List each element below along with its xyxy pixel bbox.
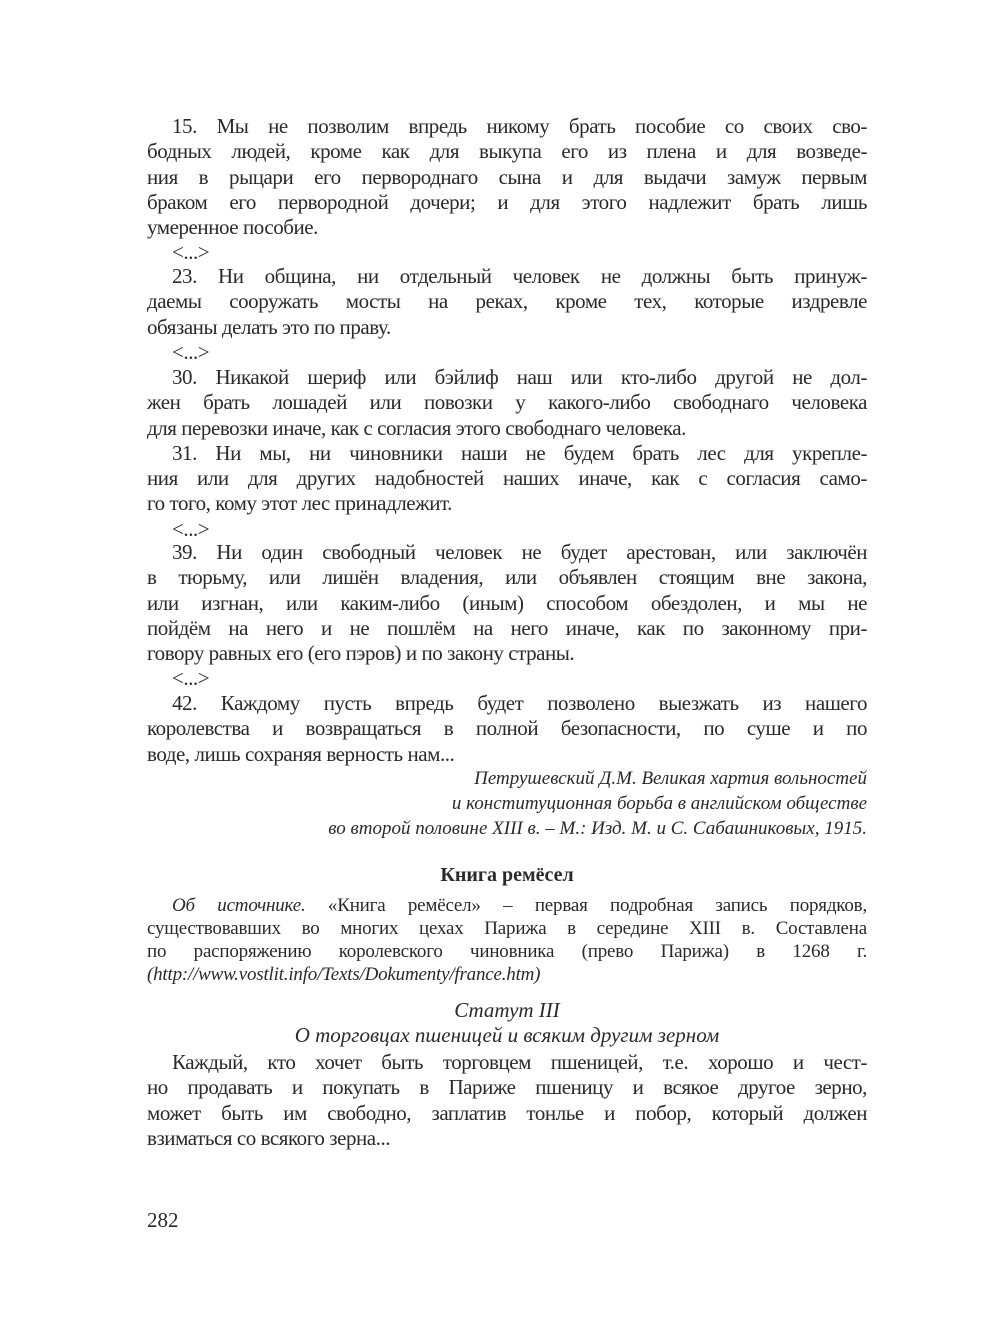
text-line: умеренное пособие. xyxy=(147,215,318,240)
text-line: обязаны делать это по праву. xyxy=(147,314,391,339)
text-line: браком его первородной дочери; и для этого надлежит брать лишь xyxy=(147,189,867,214)
citation-line: во второй половине XIII в. – М.: Изд. М. и С. Сабашниковых, 1915. xyxy=(328,818,867,839)
page-number: 282 xyxy=(147,1208,179,1232)
statute-subtitle: О торговцах пшеницей и всяким другим зерном xyxy=(294,1023,720,1047)
text-line: по распоряжению королевского чиновника (прево Парижа) в 1268 г. xyxy=(147,941,867,962)
source-label: Об источнике. xyxy=(172,895,306,916)
text-line: бодных людей, кроме как для выкупа его из плена и для возведе- xyxy=(147,139,867,164)
citation-line: и конституционная борьба в английском обществе xyxy=(451,793,867,814)
omission-mark: <...> xyxy=(172,666,210,691)
omission-mark: <...> xyxy=(172,516,210,541)
article-30-31 xyxy=(147,365,867,542)
statute-title: Статут III xyxy=(454,998,560,1022)
text-line: 15. Мы не позволим впредь никому брать пособие со своих сво- xyxy=(172,114,867,138)
text-line: жен брать лошадей или повозки у какого-либо свободнаго человека xyxy=(147,390,867,415)
text-line: говору равных его (его пэров) и по закону страны. xyxy=(147,641,575,666)
text-line: или изгнан, или каким-либо (иным) способом обездолен, и мы не xyxy=(147,590,867,615)
text-line: Каждый, кто хочет быть торговцем пшеницей, т.е. хорошо и чест- xyxy=(172,1050,867,1074)
text-line: 31. Ни мы, ни чиновники наши не будем брать лес для укрепле- xyxy=(172,440,867,465)
text-line: существовавших во многих цехах Парижа в середине XIII в. Составлена xyxy=(147,918,867,939)
text-line: 39. Ни один свободный человек не будет арестован, или заключён xyxy=(172,540,867,564)
text-line: ния в рыцари его первороднаго сына и для выдачи замуж первым xyxy=(147,164,867,189)
omission-mark: <...> xyxy=(172,339,210,364)
text-line: для перевозки иначе, как с согласия этого свободнаго человека. xyxy=(147,415,686,440)
text-line: королевства и возвращаться в полной безопасности, по суше и по xyxy=(147,716,867,741)
text-line: в тюрьму, или лишён владения, или объявлен стоящим вне закона, xyxy=(147,565,867,590)
text-line: пойдём на него и не пошлём на него иначе, как по законному при- xyxy=(147,615,867,640)
text-line: но продавать и покупать в Париже пшеницу и всякое другое зерно, xyxy=(147,1075,867,1100)
source-url: (http://www.vostlit.info/Texts/Dokumenty/france.htm) xyxy=(147,964,541,985)
text-line: взиматься со всякого зерна... xyxy=(147,1125,391,1150)
article-39 xyxy=(147,540,867,692)
text-line: даемы сооружать мосты на реках, кроме тех, которые издревле xyxy=(147,289,867,314)
article-15 xyxy=(147,114,867,266)
citation xyxy=(328,766,867,841)
omission-mark: <...> xyxy=(172,240,210,265)
text-line: может быть им свободно, заплатив тонлье и побор, который должен xyxy=(147,1100,867,1125)
source-note xyxy=(147,894,867,986)
text-line: ния или для других надобностей наших иначе, как с согласия само- xyxy=(147,466,867,491)
article-23 xyxy=(147,264,867,365)
citation-line: Петрушевский Д.М. Великая хартия вольностей xyxy=(474,768,867,789)
section-title: Книга ремёсел xyxy=(440,864,574,886)
statute-text xyxy=(147,1050,867,1151)
text-line xyxy=(147,894,867,917)
article-42 xyxy=(147,691,867,767)
text-line: го того, кому этот лес принадлежит. xyxy=(147,491,452,516)
source-text: «Книга ремёсел» – первая подробная запись порядков, xyxy=(305,895,867,916)
text-line: 30. Никакой шериф или бэйлиф наш или кто-либо другой не дол- xyxy=(172,365,867,389)
text-line: воде, лишь сохраняя верность нам... xyxy=(147,741,455,766)
text-line: 42. Каждому пусть впредь будет позволено выезжать из нашего xyxy=(172,691,867,715)
text-line: 23. Ни община, ни отдельный человек не должны быть принуж- xyxy=(172,264,867,288)
